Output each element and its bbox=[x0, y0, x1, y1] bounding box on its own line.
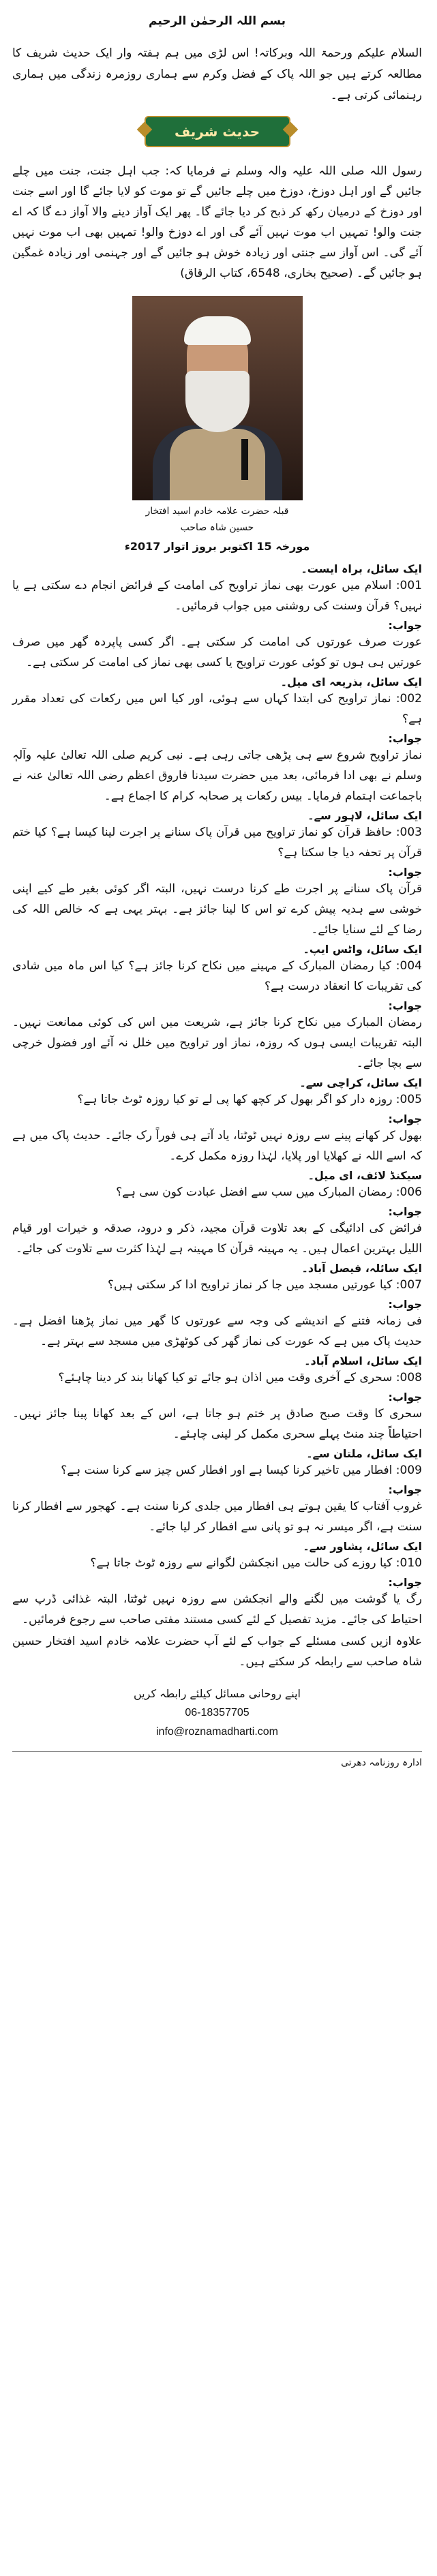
qa-text: نماز تراویح شروع سے ہی پڑھی جاتی رہی ہے۔ نبی کریم صلی اللہ تعالیٰ علیہ وآلہٖ وسلم نے بھی ادا فرمائی، بعد میں حضرت سیدنا فاروق اعظم رضی اللہ تعالیٰ عنہ نے باجماعت اہتمام فرمایا۔ بیس رکعات پر صحابہ کرام کا اجماع ہے۔ bbox=[12, 748, 422, 803]
qa-label: جواب: bbox=[388, 866, 422, 879]
hadith-banner bbox=[145, 116, 290, 147]
qa-text: غروب آفتاب کا یقین ہوتے ہی افطار میں جلدی کرنا سنت ہے۔ کھجور سے افطار کرنا سنت ہے، اگر میسر نہ ہو تو پانی سے افطار کر لیا جائے۔ bbox=[12, 1500, 422, 1534]
footer-credit: ادارہ روزنامہ دھرتی bbox=[341, 1757, 422, 1768]
qa-text: 010: کیا روزے کی حالت میں انجکشن لگوانے سے روزہ ٹوٹ جاتا ہے؟ bbox=[90, 1556, 422, 1570]
qa-label: جواب: bbox=[388, 1298, 422, 1311]
footer-divider bbox=[12, 1751, 422, 1752]
qa-label: ایک سائل، براہ ایست۔ bbox=[301, 562, 422, 575]
qa-label: جواب: bbox=[388, 732, 422, 745]
qa-text: قرآن پاک سنانے پر اجرت طے کرنا درست نہیں، البتہ اگر کوئی بغیر طے کیے اپنی خوشی سے ہدیہ پیش کرے تو اس کا لینا جائز ہے۔ بہتر یہی ہے کہ خالص اللہ کی رضا کے لئے سنایا جائے۔ bbox=[12, 882, 422, 937]
qa-text: عورت صرف عورتوں کی امامت کر سکتی ہے۔ اگر کسی پاپردہ گھر میں صرف عورتیں ہی ہوں تو کوئی عورت تراویح یا کسی بھی نماز کی امامت کر سکتی ہے۔ bbox=[12, 635, 422, 669]
contact-label: اپنے روحانی مسائل کیلئے رابطہ کریں bbox=[134, 1687, 301, 1700]
qa-text: 005: روزہ دار کو اگر بھول کر کچھ کھا پی لے تو کیا روزہ ٹوٹ جاتا ہے؟ bbox=[77, 1093, 422, 1106]
qa-label: جواب: bbox=[388, 1391, 422, 1404]
qa-section bbox=[12, 562, 422, 1630]
qa-label: ایک سائل، ملتان سے۔ bbox=[306, 1447, 422, 1460]
qa-text: 008: سحری کے آخری وقت میں اذان ہو جائے تو کیا کھانا بند کر دینا چاہئے؟ bbox=[58, 1371, 422, 1384]
scholar-photo-block bbox=[132, 296, 303, 536]
qa-text: 007: کیا عورتیں مسجد میں جا کر نماز تراویح ادا کر سکتی ہیں؟ bbox=[107, 1278, 422, 1292]
publish-date: مورخہ 15 اکتوبر بروز اتوار 2017ء bbox=[124, 540, 310, 553]
scholar-photo bbox=[132, 296, 303, 500]
qa-label: جواب: bbox=[388, 1576, 422, 1589]
hadith-text: رسول اللہ صلی اللہ علیہ والہ وسلم نے فرمایا کہ: جب اہل جنت، جنت میں چلے جائیں گے اور اہل دوزخ، دوزخ میں چلے جائیں گے تو موت کو لایا جائے گا اور اسے جنت اور دوزخ کے درمیان رکھ کر ذبح کر دیا جائے گا۔ پھر ایک آواز دینے والا آواز دے گا کہ اے جنت والو! تمہیں اب موت نہیں آئے گی اور اے دوزخ والو! تمہیں بھی اب موت نہیں آئے گی۔ اس آواز سے جنتی اور زیادہ خوش ہو جائیں گے اور جہنمی اور زیادہ غمگین ہو جائیں گے۔ (صحیح بخاری، 6548، کتاب الرقاق) bbox=[12, 164, 422, 280]
qa-label: ایک سائل، لاہور سے۔ bbox=[307, 809, 422, 822]
qa-text: 009: افطار میں تاخیر کرنا کیسا ہے اور افطار کس چیز سے کرنا سنت ہے؟ bbox=[61, 1464, 422, 1477]
qa-text: 001: اسلام میں عورت بھی نماز تراویح کی امامت کے فرائض انجام دے سکتی ہے یا نہیں؟ قرآن وسنت کی روشنی میں جواب فرمائیں۔ bbox=[12, 579, 422, 613]
qa-text: رگ یا گوشت میں لگنے والے انجکشن سے روزہ نہیں ٹوٹتا، البتہ غذائی ڈرپ سے احتیاط کی جائے۔ مزید تفصیل کے لئے کسی مستند مفتی صاحب سے رجوع فرمائیں۔ bbox=[12, 1592, 422, 1626]
qa-label: جواب: bbox=[388, 999, 422, 1012]
contact-phone: 06-18357705 bbox=[185, 1707, 250, 1718]
qa-label: سیکنڈ لائف، ای میل۔ bbox=[307, 1169, 422, 1182]
contact-block bbox=[12, 1684, 422, 1742]
qa-text: 002: نماز تراویح کی ابتدا کہاں سے ہوئی، اور کیا اس میں رکعات کی تعداد مقرر ہے؟ bbox=[12, 692, 422, 726]
photo-caption: قبلہ حضرت علامہ خادم اسید افتخار حسین شاہ صاحب bbox=[145, 506, 289, 533]
qa-text: 003: حافظ قرآن کو نماز تراویح میں قرآن پاک سنانے پر اجرت لینا کیسا ہے؟ کیا ختم قرآن پر تحفہ دیا جا سکتا ہے؟ bbox=[12, 825, 422, 860]
qa-label: ایک سائل، واٹس ایپ۔ bbox=[303, 943, 422, 956]
qa-label: ایک سائل، بذریعہ ای میل۔ bbox=[280, 676, 422, 688]
qa-text: رمضان المبارک میں نکاح کرنا جائز ہے، شریعت میں اس کی کوئی ممانعت نہیں۔ البتہ تقریبات ایسی ہوں کہ روزہ، نماز اور تراویح میں خلل نہ آئے اور فضول خرچی سے بچا جائے۔ bbox=[12, 1016, 422, 1070]
qa-label: ایک سائلہ، فیصل آباد۔ bbox=[301, 1262, 422, 1275]
contact-email[interactable]: info@roznamadharti.com bbox=[156, 1726, 278, 1738]
qa-label: ایک سائل، اسلام آباد۔ bbox=[304, 1354, 422, 1367]
qa-label: جواب: bbox=[388, 1205, 422, 1218]
qa-text: سحری کا وقت صبح صادق پر ختم ہو جاتا ہے، اس کے بعد کھانا پینا جائز نہیں۔ احتیاطاً چند منٹ پہلے سحری مکمل کر لینی چاہئے۔ bbox=[12, 1407, 422, 1441]
qa-label: ایک سائل، کراچی سے۔ bbox=[299, 1076, 422, 1089]
qa-text: 004: کیا رمضان المبارک کے مہینے میں نکاح کرنا جائز ہے؟ کیا اس ماہ میں شادی کی تقریبات کا انعقاد درست ہے؟ bbox=[12, 959, 422, 993]
qa-text: بھول کر کھانے پینے سے روزہ نہیں ٹوٹتا، یاد آتے ہی فوراً رک جائے۔ حدیث پاک میں ہے کہ اسے اللہ نے کھلایا اور پلایا، لہٰذا روزہ مکمل کرے۔ bbox=[12, 1129, 422, 1163]
qa-label: جواب: bbox=[388, 1483, 422, 1496]
qa-text: فرائض کی ادائیگی کے بعد تلاوت قرآن مجید، ذکر و درود، صدقہ و خیرات اور قیام اللیل بہترین اعمال ہیں۔ یہ مہینہ قرآن کا مہینہ ہے لہٰذا کثرت سے تلاوت کی جائے۔ bbox=[12, 1222, 422, 1256]
hadith-banner-label: حدیث شریف bbox=[174, 123, 260, 140]
closing-note: علاوہ ازیں کسی مسئلے کے جواب کے لئے آپ حضرت علامہ خادم اسید افتخار حسین شاہ صاحب سے رابطہ کر سکتے ہیں۔ bbox=[12, 1635, 422, 1669]
qa-text: فی زمانہ فتنے کے اندیشے کی وجہ سے عورتوں کا گھر میں نماز پڑھنا افضل ہے۔ حدیث پاک میں ہے کہ عورت کی نماز گھر کی کوٹھڑی میں مسجد سے بہتر ہے۔ bbox=[12, 1314, 422, 1348]
qa-text: 006: رمضان المبارک میں سب سے افضل عبادت کون سی ہے؟ bbox=[116, 1185, 422, 1199]
qa-label: جواب: bbox=[388, 619, 422, 632]
bismillah-heading: بسم اللہ الرحمٰن الرحیم bbox=[149, 14, 286, 28]
qa-label: جواب: bbox=[388, 1112, 422, 1125]
intro-paragraph: السلام علیکم ورحمۃ اللہ وبرکاتہ! اس لڑی میں ہم ہفتہ وار ایک حدیث شریف کا مطالعہ کرتے ہیں جو اللہ پاک کے فضل وکرم سے ہماری روزمرہ زندگی میں ہماری رہنمائی کرتی ہے۔ bbox=[12, 46, 422, 102]
qa-label: ایک سائل، پشاور سے۔ bbox=[303, 1540, 422, 1553]
